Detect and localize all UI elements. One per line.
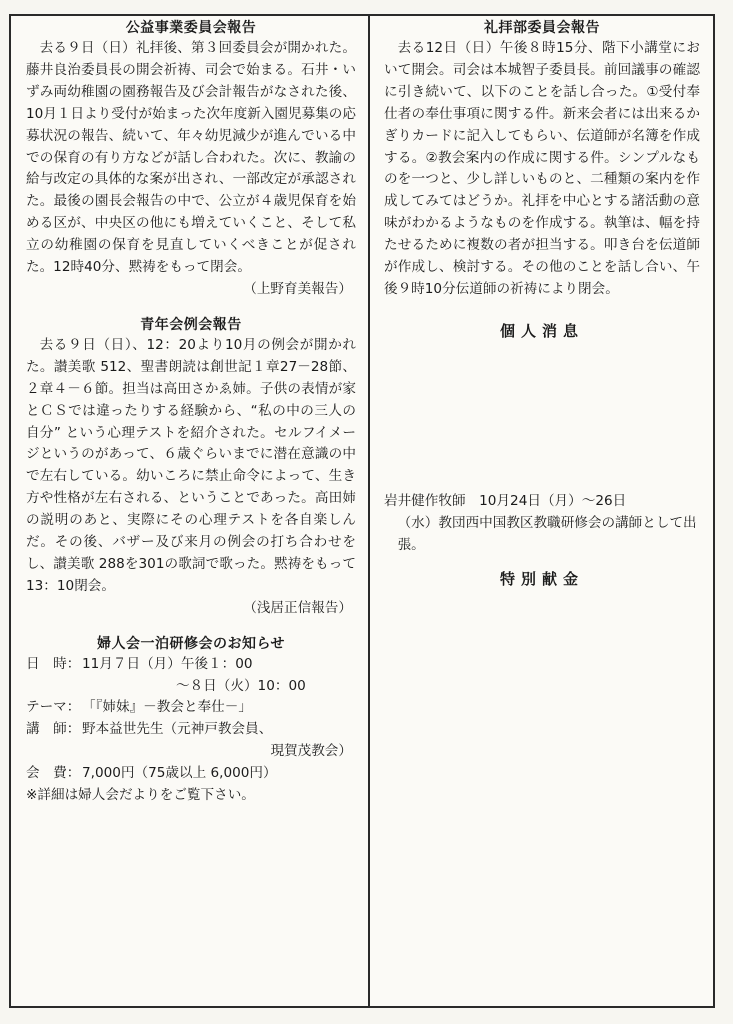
fee-label: 会 費： <box>26 765 81 782</box>
date-value-continued: ～８日（火）10：00 <box>176 677 306 694</box>
youth-meeting-report <box>26 315 356 620</box>
theme-value: 「『姉妹』－教会と奉仕－」 <box>82 699 252 716</box>
section-title: 礼拝部委員会報告 <box>484 20 600 36</box>
fee-value: 7,000円（75歳以上 6,000円） <box>82 765 277 782</box>
theme-row <box>26 697 356 719</box>
personal-news-line: （水）教団西中国教区教職研修会の講師として出張。 <box>397 514 697 553</box>
speaker-label: 講 師： <box>26 721 81 738</box>
report-signature: （上野育美報告） <box>243 280 352 297</box>
theme-label: テーマ： <box>26 699 81 716</box>
section-body: 去る９日（日）、12：20より10月の例会が開かれた。讃美歌 512、聖書朗読は創世記１章27－28節、２章４－６節。担当は高田さかゑ姉。子供の表情が家とＣＳでは違ったりする経験から、“私の中の三人の自分” という心理テストを紹介された。セルフイメージというのがあって、６歳ぐらいまでに潜在意識の中で左右している。幼いころに禁止命令によって、生き方や性格が左右される、ということであった。高田姉の説明のあと、実際にその心理テストを各自楽しんだ。その後、バザー及び来月の例会の打ち合わせをし、讃美歌 288を301の歌詞で歌った。黙祷をもって13：10閉会。 <box>26 336 356 594</box>
welfare-committee-report <box>26 18 356 301</box>
speaker-value: 野本益世先生（元神戸教会員、 <box>82 721 273 738</box>
report-signature: （浅居正信報告） <box>243 599 352 616</box>
left-column <box>26 18 356 807</box>
speaker-row <box>26 719 356 741</box>
personal-news <box>384 321 700 557</box>
fee-row <box>26 763 356 785</box>
speaker-value-continued: 現賀茂教会） <box>270 743 352 760</box>
date-row <box>26 654 356 676</box>
personal-news-line: 岩井健作牧師 10月24日（月）～26日 <box>384 492 627 509</box>
date-label: 日 時： <box>26 655 81 672</box>
right-column <box>384 18 700 589</box>
section-title: 特別献金 <box>499 569 584 588</box>
section-title: 婦人会一泊研修会のお知らせ <box>96 635 286 652</box>
date-value: 11月７日（月）午後１：00 <box>82 655 253 672</box>
column-divider <box>368 14 370 1008</box>
womens-retreat-notice <box>26 634 356 807</box>
personal-news-entry <box>384 491 700 557</box>
special-offering <box>384 569 700 589</box>
section-body: 去る９日（日）礼拝後、第３回委員会が開かれた。藤井良治委員長の開会祈祷、司会で始まる。石井・いずみ両幼稚園の園務報告及び会計報告がなされた後、10月１日より受付が始まった次年度新入園児募集の応募状況の報告、続いて、年々幼児減少が進んでいる中での保育の有り方などが話し合われた。次に、教諭の給与改定の具体的な案が出され、一部改定が承認された。最後の園長会報告の中で、公立が４歳児保育を始める区が、中央区の他にも増えていくこと、そして私立の幼稚園の保育を見直していくべきことが促された。12時40分、黙祷をもって閉会。 <box>26 40 356 276</box>
section-title: 青年会例会報告 <box>140 316 242 333</box>
section-body: 去る12日（日）午後８時15分、階下小講堂において開会。司会は本城智子委員長。前回議事の確認に引き続いて、以下のことを話し合った。①受付奉仕者の奉仕事項に関する件。新来会者には出来るかぎりカードに記入してもらい、伝道師が名簿を作成する。②教会案内の作成に関する件。シンプルなものを一つと、少し詳しいものと、二種類の案内を作成してみてはどうか。礼拝を中心とする諸活動の意味がわかるようなものを作成する。執筆は、幅を持たせるために複数の者が担当する。叩き台を伝道師が作成し、検討する。その他のことを話し合い、午後９時10分伝道師の祈祷により閉会。 <box>384 40 700 297</box>
worship-committee-report <box>384 18 700 301</box>
section-title: 個人消息 <box>499 321 584 340</box>
section-title: 公益事業委員会報告 <box>125 20 257 36</box>
details-note: ※詳細は婦人会だよりをご覧下さい。 <box>26 787 255 804</box>
